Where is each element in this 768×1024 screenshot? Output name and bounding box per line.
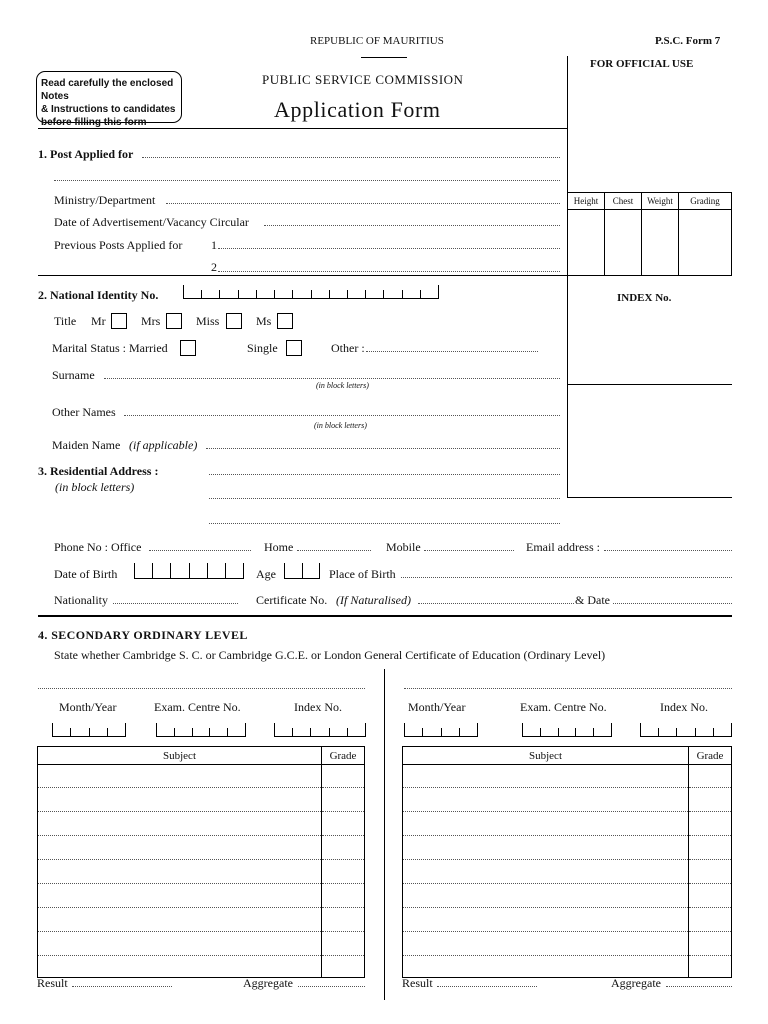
national-id-cells[interactable] (183, 285, 439, 299)
email-label: Email address : (526, 540, 600, 554)
post-applied-field[interactable] (142, 157, 560, 158)
surname-label: Surname (52, 368, 95, 382)
official-index-divider (567, 384, 732, 385)
republic-heading: REPUBLIC OF MAURITIUS (310, 35, 444, 47)
left-exam-centre-label: Exam. Centre No. (154, 700, 241, 714)
maiden-name-note: (if applicable) (129, 438, 198, 452)
other-names-label: Other Names (52, 405, 116, 419)
previous-post-2-number: 2 (211, 260, 217, 274)
notes-line-2: & Instructions to candidates (41, 104, 176, 115)
phone-home-label: Home (264, 540, 294, 554)
place-of-birth-field[interactable] (401, 577, 732, 578)
other-status-label: Other : (331, 341, 365, 355)
maiden-name-field[interactable] (206, 448, 560, 449)
right-exam-centre-label: Exam. Centre No. (520, 700, 607, 714)
official-grading-header: Grading (679, 193, 732, 210)
right-subject-table (402, 746, 732, 978)
commission-heading: PUBLIC SERVICE COMMISSION (262, 72, 464, 87)
official-use-heading: FOR OFFICIAL USE (590, 58, 694, 70)
certificate-label: Certificate No. (256, 593, 328, 607)
right-month-year-cells[interactable] (404, 723, 478, 737)
mr-checkbox[interactable] (111, 313, 127, 329)
section1-divider (38, 275, 568, 276)
miss-label: Miss (196, 314, 220, 328)
mrs-label: Mrs (141, 314, 161, 328)
section4-column-divider (384, 669, 385, 1000)
certificate-field[interactable] (418, 603, 574, 604)
left-subject-column[interactable] (38, 765, 322, 978)
maiden-name-label: Maiden Name (52, 438, 121, 452)
address-field-line1[interactable] (209, 474, 560, 475)
right-grade-header: Grade (689, 747, 732, 765)
right-subject-column[interactable] (403, 765, 689, 978)
left-subject-table (37, 746, 365, 978)
dob-cells[interactable] (134, 563, 244, 579)
single-checkbox[interactable] (286, 340, 302, 356)
cert-date-field[interactable] (613, 603, 732, 604)
nationality-field[interactable] (113, 603, 238, 604)
previous-post-1-number: 1 (211, 238, 217, 252)
place-of-birth-label: Place of Birth (329, 567, 396, 581)
ms-label: Ms (256, 314, 272, 328)
official-column-border (567, 56, 568, 498)
advert-label: Date of Advertisement/Vacancy Circular (54, 215, 249, 229)
right-index-cells[interactable] (640, 723, 732, 737)
married-checkbox[interactable] (180, 340, 196, 356)
post-applied-label: 1. Post Applied for (38, 147, 134, 161)
mobile-label: Mobile (386, 540, 421, 554)
age-cells[interactable] (284, 563, 320, 579)
index-no-label: INDEX No. (617, 292, 672, 304)
right-subject-header: Subject (403, 747, 689, 765)
left-aggregate-field[interactable] (298, 986, 365, 987)
official-grading-cell[interactable] (679, 210, 732, 276)
section3-divider (38, 615, 732, 617)
mobile-field[interactable] (424, 550, 514, 551)
notes-line-1: Read carefully the enclosed Notes (41, 78, 174, 102)
right-grade-column[interactable] (689, 765, 732, 978)
if-naturalised-note: (If Naturalised) (336, 593, 411, 607)
right-month-year-label: Month/Year (408, 700, 466, 714)
ministry-label: Ministry/Department (54, 193, 156, 207)
address-field-line3[interactable] (209, 523, 560, 524)
header-divider (38, 128, 568, 129)
official-height-header: Height (568, 193, 605, 210)
single-label: Single (247, 341, 278, 355)
ministry-field[interactable] (166, 203, 560, 204)
previous-posts-label: Previous Posts Applied for (54, 238, 183, 252)
left-result-field[interactable] (72, 986, 172, 987)
cert-date-label: & Date (575, 593, 610, 607)
right-result-field[interactable] (437, 986, 537, 987)
marital-status-label: Marital Status : Married (52, 341, 168, 355)
official-bottom-border (567, 497, 732, 498)
form-number: P.S.C. Form 7 (655, 35, 721, 47)
left-exam-type-field[interactable] (38, 688, 365, 689)
other-names-field[interactable] (124, 415, 560, 416)
right-index-no-label: Index No. (660, 700, 708, 714)
national-id-label: 2. National Identity No. (38, 288, 159, 302)
right-exam-type-field[interactable] (404, 688, 732, 689)
address-field-line2[interactable] (209, 498, 560, 499)
other-status-field[interactable] (366, 351, 538, 352)
advert-field[interactable] (264, 225, 560, 226)
left-index-cells[interactable] (274, 723, 366, 737)
residential-address-label: 3. Residential Address : (38, 464, 159, 478)
mr-label: Mr (91, 314, 106, 328)
official-height-cell[interactable] (568, 210, 605, 276)
left-month-year-label: Month/Year (59, 700, 117, 714)
right-aggregate-field[interactable] (666, 986, 732, 987)
official-chest-header: Chest (605, 193, 642, 210)
nationality-label: Nationality (54, 593, 108, 607)
address-block-note: (in block letters) (55, 480, 135, 494)
title-label: Title (54, 314, 77, 328)
notes-line-3: before filling this form (41, 117, 147, 128)
miss-checkbox[interactable] (226, 313, 242, 329)
other-names-block-note: (in block letters) (314, 421, 367, 430)
secondary-level-heading: 4. SECONDARY ORDINARY LEVEL (38, 628, 248, 642)
phone-home-field[interactable] (297, 550, 371, 551)
official-use-table (567, 192, 732, 276)
right-aggregate-label: Aggregate (611, 976, 661, 990)
phone-office-label: Phone No : Office (54, 540, 142, 554)
email-field[interactable] (604, 550, 732, 551)
ms-checkbox[interactable] (277, 313, 293, 329)
previous-post-2-field[interactable] (218, 271, 560, 272)
left-month-year-cells[interactable] (52, 723, 126, 737)
age-label: Age (256, 567, 276, 581)
left-index-no-label: Index No. (294, 700, 342, 714)
heading-rule (361, 57, 407, 58)
mrs-checkbox[interactable] (166, 313, 182, 329)
secondary-level-instruction: State whether Cambridge S. C. or Cambridge G.C.E. or London General Certificate of Education (Ordinary Level) (54, 648, 606, 662)
left-grade-column[interactable] (322, 765, 365, 978)
official-chest-cell[interactable] (605, 210, 642, 276)
post-applied-field-line2[interactable] (54, 180, 560, 181)
page-title: Application Form (274, 97, 441, 122)
phone-office-field[interactable] (149, 550, 251, 551)
left-aggregate-label: Aggregate (243, 976, 293, 990)
previous-post-1-field[interactable] (218, 248, 560, 249)
notes-box (36, 71, 182, 128)
surname-block-note: (in block letters) (316, 381, 369, 390)
left-grade-header: Grade (322, 747, 365, 765)
right-exam-centre-cells[interactable] (522, 723, 612, 737)
official-weight-cell[interactable] (642, 210, 679, 276)
official-weight-header: Weight (642, 193, 679, 210)
right-result-label: Result (402, 976, 433, 990)
dob-label: Date of Birth (54, 567, 118, 581)
left-subject-header: Subject (38, 747, 322, 765)
left-exam-centre-cells[interactable] (156, 723, 246, 737)
left-result-label: Result (37, 976, 68, 990)
